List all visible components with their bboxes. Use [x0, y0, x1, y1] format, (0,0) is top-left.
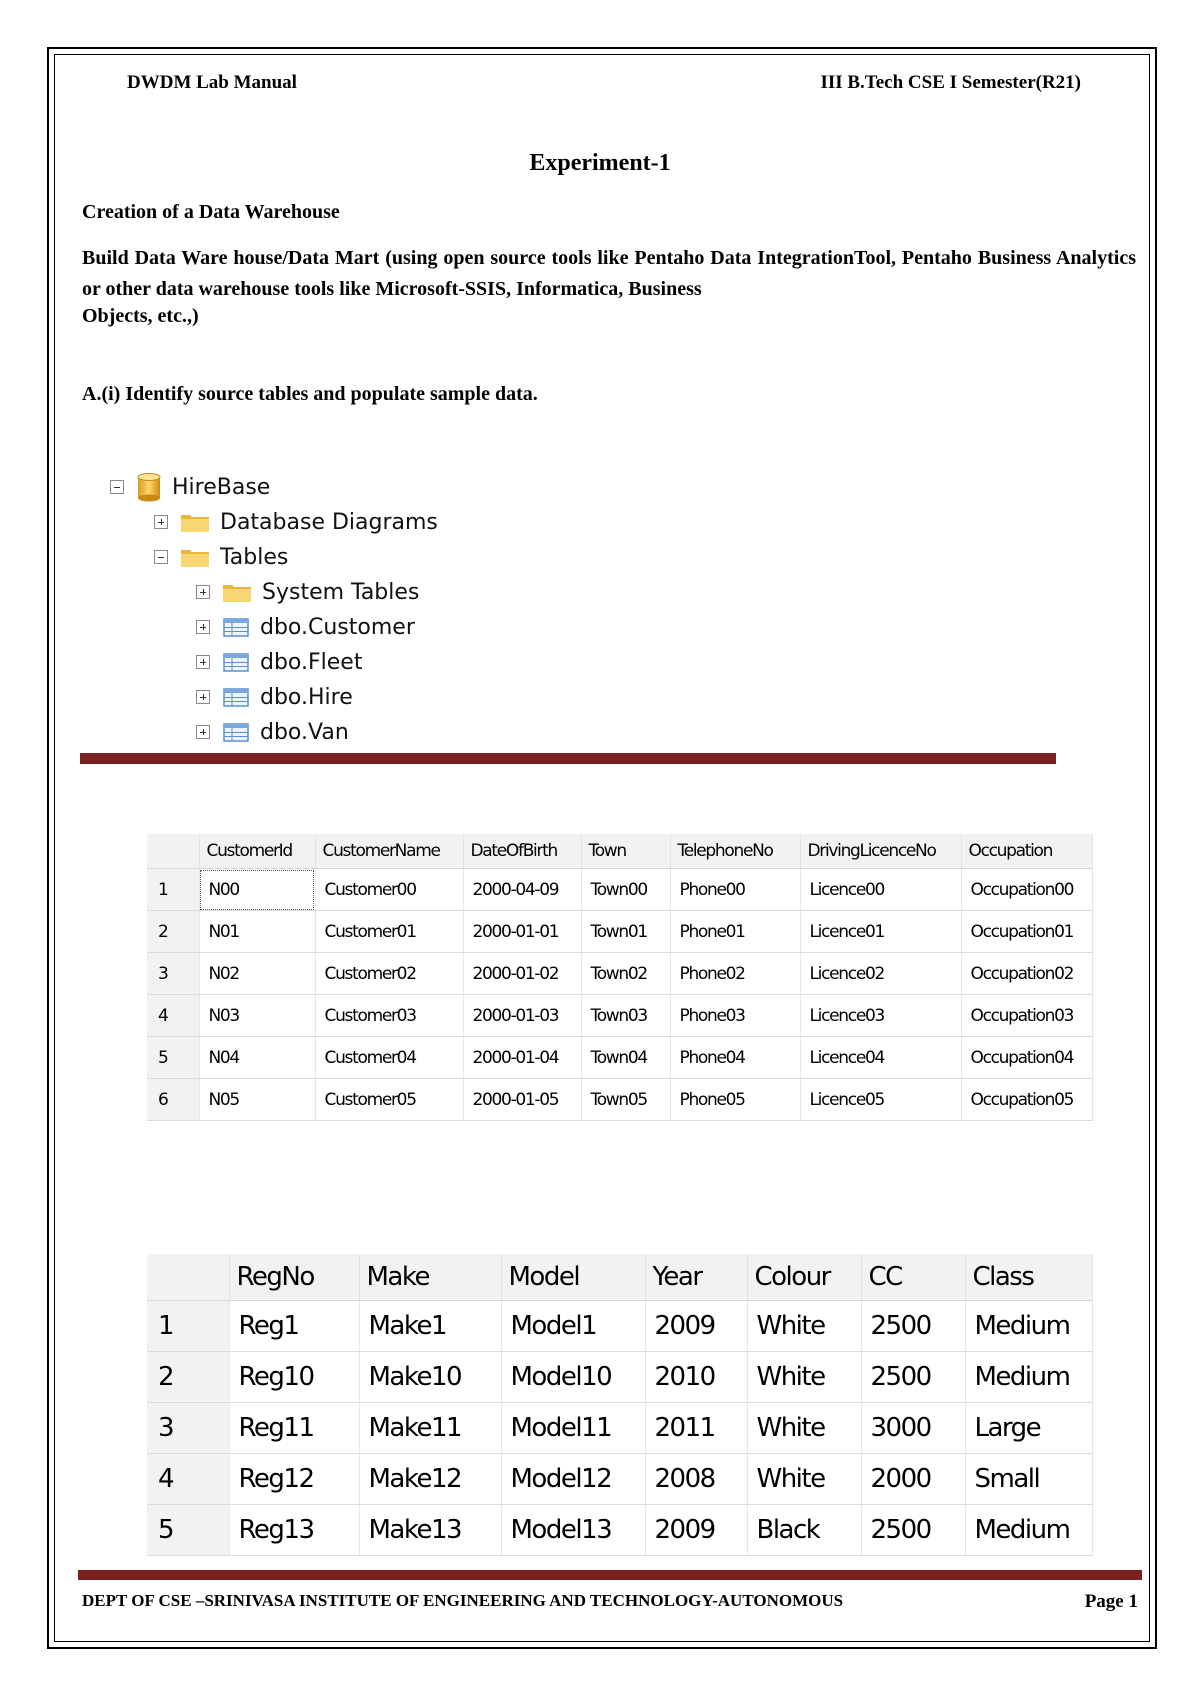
tree-label-system-tables: System Tables: [262, 579, 420, 605]
table-cell[interactable]: White: [747, 1454, 861, 1505]
table-cell[interactable]: Town05: [581, 1079, 670, 1121]
table-cell[interactable]: Medium: [965, 1352, 1092, 1403]
footer-divider: [78, 1570, 1142, 1580]
footer-page-number: Page 1: [1084, 1591, 1138, 1612]
row-number: 1: [147, 869, 199, 911]
table-cell[interactable]: 2500: [861, 1505, 965, 1556]
table-cell[interactable]: 2010: [645, 1352, 747, 1403]
table-icon: [222, 616, 250, 638]
row-number: 2: [147, 1352, 229, 1403]
tree-node-dbo-hire[interactable]: [196, 683, 353, 711]
table-cell[interactable]: Black: [747, 1505, 861, 1556]
tree-label-tables: Tables: [220, 544, 289, 570]
table-cell[interactable]: Licence04: [800, 1037, 961, 1079]
table-cell[interactable]: Model13: [501, 1505, 645, 1556]
table-cell[interactable]: Town01: [581, 911, 670, 953]
row-number: 5: [147, 1505, 229, 1556]
table-cell[interactable]: 2000-01-02: [463, 953, 581, 995]
table-cell[interactable]: N00: [199, 869, 315, 911]
table-cell[interactable]: 2500: [861, 1352, 965, 1403]
tree-node-database-diagrams[interactable]: [154, 508, 438, 536]
tree-node-dbo-fleet[interactable]: [196, 648, 362, 676]
collapse-icon[interactable]: [154, 550, 168, 564]
tree-label-dbo-fleet: dbo.Fleet: [260, 649, 363, 675]
table-row[interactable]: [147, 869, 1092, 911]
expand-icon[interactable]: [196, 655, 210, 669]
table-cell[interactable]: 2000-04-09: [463, 869, 581, 911]
tree-label-dbo-van: dbo.Van: [260, 719, 349, 745]
row-number: 1: [147, 1301, 229, 1352]
table-cell[interactable]: 2009: [645, 1505, 747, 1556]
column-header[interactable]: Year: [645, 1254, 747, 1301]
tree-label-dbo-hire: dbo.Hire: [260, 684, 353, 710]
table-cell[interactable]: Phone01: [670, 911, 800, 953]
table-row[interactable]: [147, 1505, 1092, 1556]
row-number: 5: [147, 1037, 199, 1079]
table-row[interactable]: [147, 953, 1092, 995]
task-heading: A.(i) Identify source tables and populate sample data.: [82, 383, 538, 405]
table-cell[interactable]: Medium: [965, 1301, 1092, 1352]
table-row[interactable]: [147, 1037, 1092, 1079]
table-cell[interactable]: Customer03: [315, 995, 463, 1037]
row-number: 4: [147, 1454, 229, 1505]
column-header[interactable]: Model: [501, 1254, 645, 1301]
table-cell[interactable]: Medium: [965, 1505, 1092, 1556]
table-cell[interactable]: Make1: [359, 1301, 501, 1352]
table-cell[interactable]: 2000-01-03: [463, 995, 581, 1037]
van-results-grid: [147, 1254, 1093, 1556]
table-cell[interactable]: Reg1: [229, 1301, 359, 1352]
column-header[interactable]: Town: [581, 834, 670, 869]
table-cell[interactable]: Phone02: [670, 953, 800, 995]
expand-icon[interactable]: [196, 620, 210, 634]
folder-icon: [180, 511, 210, 533]
table-cell[interactable]: White: [747, 1352, 861, 1403]
table-icon: [222, 651, 250, 673]
column-header[interactable]: Occupation: [961, 834, 1092, 869]
table-cell[interactable]: Phone00: [670, 869, 800, 911]
table-cell[interactable]: Occupation01: [961, 911, 1092, 953]
table-cell[interactable]: N03: [199, 995, 315, 1037]
table-cell[interactable]: Reg10: [229, 1352, 359, 1403]
table-icon: [222, 686, 250, 708]
customer-results-grid: [147, 834, 1093, 1121]
table-cell[interactable]: Occupation00: [961, 869, 1092, 911]
table-cell[interactable]: N02: [199, 953, 315, 995]
row-number: 2: [147, 911, 199, 953]
table-cell[interactable]: Town04: [581, 1037, 670, 1079]
experiment-title: Experiment-1: [529, 150, 671, 176]
table-cell[interactable]: Town00: [581, 869, 670, 911]
table-row[interactable]: [147, 911, 1092, 953]
column-header[interactable]: TelephoneNo: [670, 834, 800, 869]
table-cell[interactable]: Customer01: [315, 911, 463, 953]
row-number: 3: [147, 953, 199, 995]
header-semester: III B.Tech CSE I Semester(R21): [820, 72, 1081, 93]
table-cell[interactable]: Licence01: [800, 911, 961, 953]
table-cell[interactable]: N01: [199, 911, 315, 953]
tree-node-tables[interactable]: [154, 543, 288, 571]
table-cell[interactable]: White: [747, 1301, 861, 1352]
table-cell[interactable]: 2011: [645, 1403, 747, 1454]
folder-icon: [222, 581, 252, 603]
table-cell[interactable]: Make12: [359, 1454, 501, 1505]
table-row[interactable]: [147, 1079, 1092, 1121]
table-cell[interactable]: Occupation04: [961, 1037, 1092, 1079]
column-header[interactable]: Make: [359, 1254, 501, 1301]
row-number-header: [147, 1254, 229, 1301]
header-course-title: DWDM Lab Manual: [127, 72, 297, 93]
table-row[interactable]: [147, 1454, 1092, 1505]
table-cell[interactable]: Customer04: [315, 1037, 463, 1079]
row-number-header: [147, 834, 199, 869]
table-cell[interactable]: Occupation02: [961, 953, 1092, 995]
tree-node-dbo-van[interactable]: [196, 718, 349, 746]
expand-icon[interactable]: [196, 690, 210, 704]
table-cell[interactable]: Model1: [501, 1301, 645, 1352]
table-cell[interactable]: Customer02: [315, 953, 463, 995]
grid-header-row: [147, 1254, 1092, 1301]
table-cell[interactable]: Reg13: [229, 1505, 359, 1556]
row-number: 3: [147, 1403, 229, 1454]
table-row[interactable]: [147, 1352, 1092, 1403]
tree-node-dbo-customer[interactable]: [196, 613, 415, 641]
table-cell[interactable]: Phone03: [670, 995, 800, 1037]
column-header[interactable]: DrivingLicenceNo: [800, 834, 961, 869]
column-header[interactable]: CustomerId: [199, 834, 315, 869]
table-cell[interactable]: 2008: [645, 1454, 747, 1505]
table-cell[interactable]: Large: [965, 1403, 1092, 1454]
table-cell[interactable]: Small: [965, 1454, 1092, 1505]
database-icon: [136, 472, 162, 502]
table-cell[interactable]: Licence00: [800, 869, 961, 911]
table-cell[interactable]: 2000: [861, 1454, 965, 1505]
column-header[interactable]: CC: [861, 1254, 965, 1301]
table-cell[interactable]: White: [747, 1403, 861, 1454]
table-cell[interactable]: N05: [199, 1079, 315, 1121]
table-cell[interactable]: Phone04: [670, 1037, 800, 1079]
table-cell[interactable]: Make13: [359, 1505, 501, 1556]
folder-icon: [180, 546, 210, 568]
table-cell[interactable]: Phone05: [670, 1079, 800, 1121]
grid-header-row: [147, 834, 1092, 869]
table-cell[interactable]: Town03: [581, 995, 670, 1037]
table-cell[interactable]: Occupation03: [961, 995, 1092, 1037]
expand-icon[interactable]: [196, 725, 210, 739]
table-cell[interactable]: Licence03: [800, 995, 961, 1037]
table-cell[interactable]: Customer05: [315, 1079, 463, 1121]
experiment-intro-end: Objects, etc.,): [82, 305, 199, 327]
table-cell[interactable]: Model10: [501, 1352, 645, 1403]
column-header[interactable]: RegNo: [229, 1254, 359, 1301]
table-cell[interactable]: Occupation05: [961, 1079, 1092, 1121]
tree-node-hirebase[interactable]: [110, 473, 270, 501]
table-cell[interactable]: Licence05: [800, 1079, 961, 1121]
column-header[interactable]: Colour: [747, 1254, 861, 1301]
section-divider: [80, 753, 1056, 764]
table-cell[interactable]: Licence02: [800, 953, 961, 995]
table-row[interactable]: [147, 1403, 1092, 1454]
table-row[interactable]: [147, 1301, 1092, 1352]
table-cell[interactable]: N04: [199, 1037, 315, 1079]
table-cell[interactable]: Make10: [359, 1352, 501, 1403]
table-icon: [222, 721, 250, 743]
table-row[interactable]: [147, 995, 1092, 1037]
table-cell[interactable]: 2000-01-05: [463, 1079, 581, 1121]
table-cell[interactable]: 2009: [645, 1301, 747, 1352]
row-number: 6: [147, 1079, 199, 1121]
table-cell[interactable]: 3000: [861, 1403, 965, 1454]
table-cell[interactable]: Reg12: [229, 1454, 359, 1505]
table-cell[interactable]: 2500: [861, 1301, 965, 1352]
footer-department: DEPT OF CSE –SRINIVASA INSTITUTE OF ENGINEERING AND TECHNOLOGY-AUTONOMOUS: [82, 1591, 844, 1610]
column-header[interactable]: Class: [965, 1254, 1092, 1301]
tree-node-system-tables[interactable]: [196, 578, 419, 606]
table-cell[interactable]: Town02: [581, 953, 670, 995]
experiment-subtitle: Creation of a Data Warehouse: [82, 201, 340, 223]
experiment-intro: Build Data Ware house/Data Mart (using open source tools like Pentaho Data IntegrationTool, Pentaho Business Analytics or other data warehouse tools like Microsoft-SSIS, Informatica, Business: [82, 247, 1136, 300]
table-cell[interactable]: Make11: [359, 1403, 501, 1454]
expand-icon[interactable]: [154, 515, 168, 529]
table-cell[interactable]: Model11: [501, 1403, 645, 1454]
tree-label-database-diagrams: Database Diagrams: [220, 509, 438, 535]
table-cell[interactable]: Model12: [501, 1454, 645, 1505]
column-header[interactable]: DateOfBirth: [463, 834, 581, 869]
tree-label-hirebase: HireBase: [172, 474, 271, 500]
table-cell[interactable]: Reg11: [229, 1403, 359, 1454]
row-number: 4: [147, 995, 199, 1037]
table-cell[interactable]: 2000-01-01: [463, 911, 581, 953]
collapse-icon[interactable]: [110, 480, 124, 494]
column-header[interactable]: CustomerName: [315, 834, 463, 869]
tree-label-dbo-customer: dbo.Customer: [260, 614, 415, 640]
expand-icon[interactable]: [196, 585, 210, 599]
table-cell[interactable]: Customer00: [315, 869, 463, 911]
table-cell[interactable]: 2000-01-04: [463, 1037, 581, 1079]
